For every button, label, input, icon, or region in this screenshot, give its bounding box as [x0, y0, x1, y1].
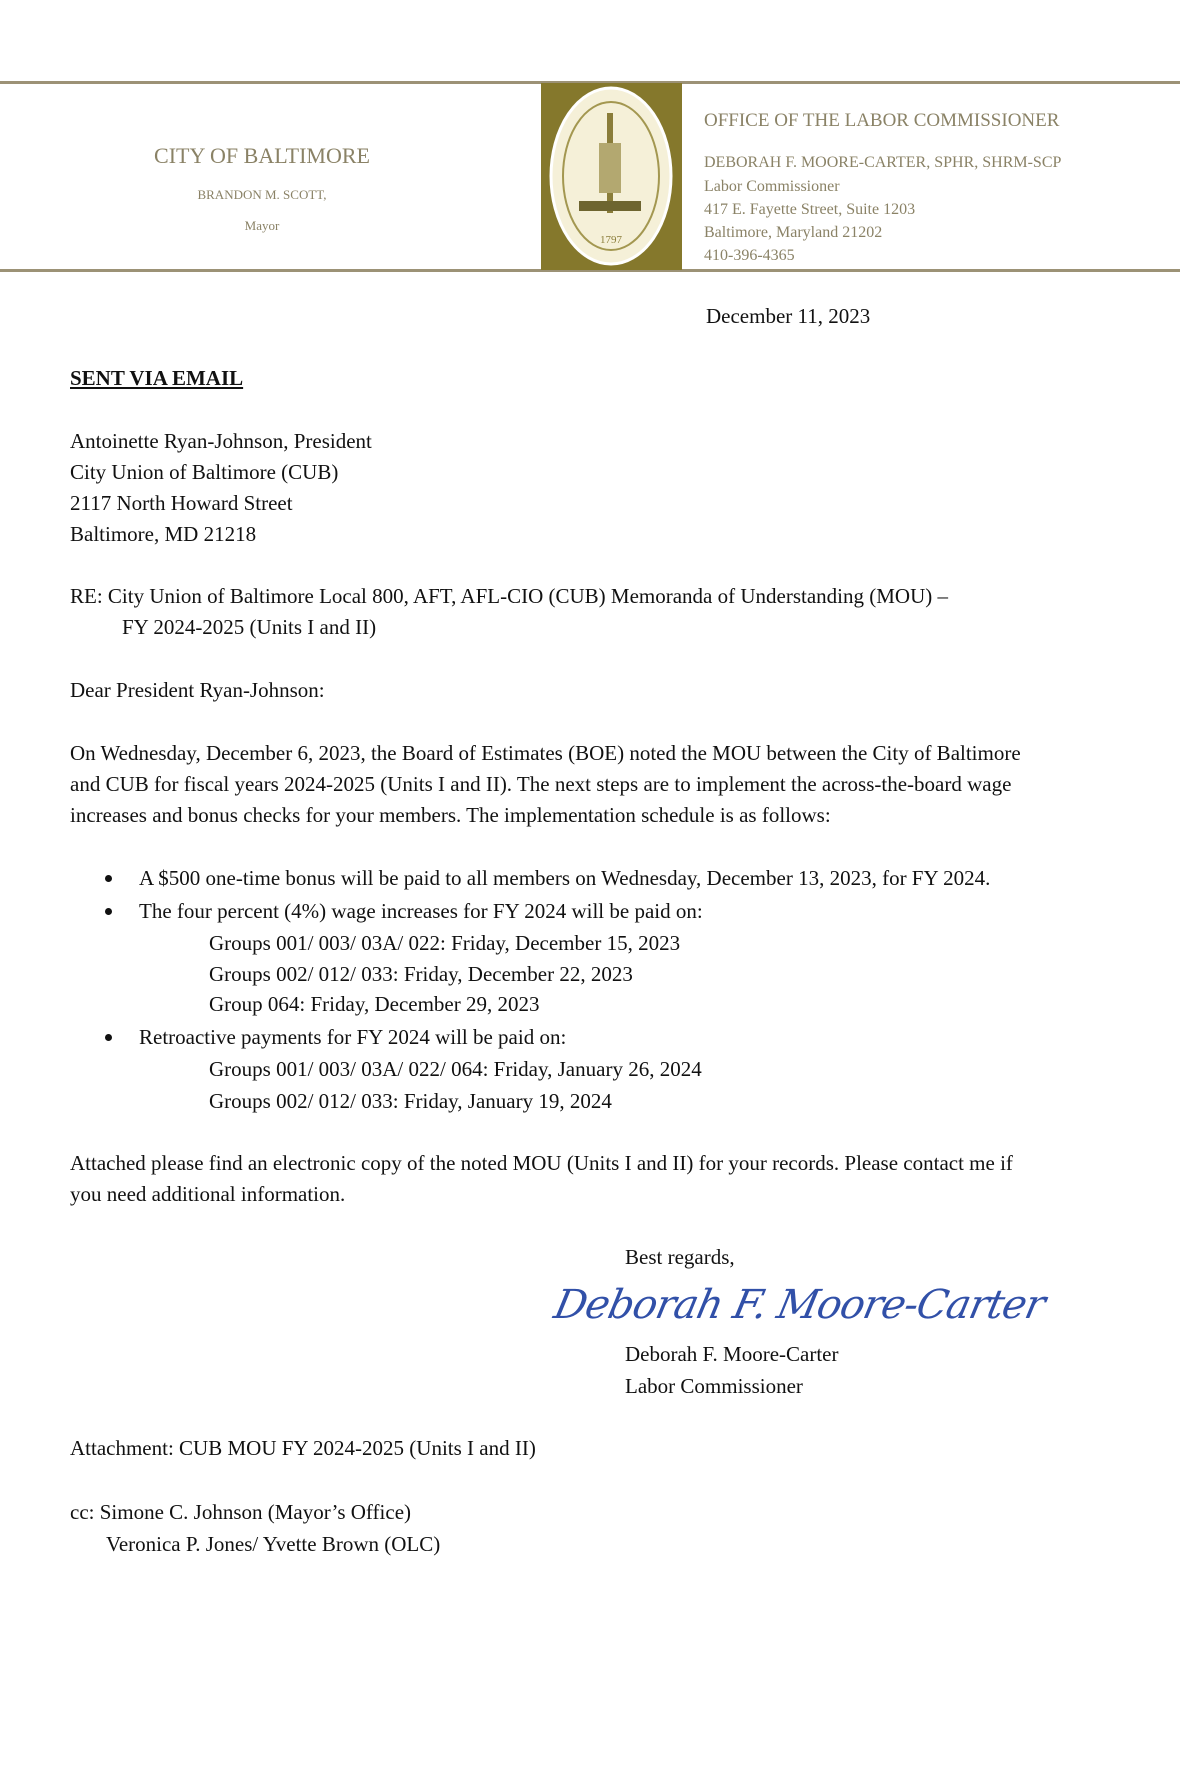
closing: Best regards, [625, 1245, 735, 1269]
paragraph-line: and CUB for fiscal years 2024-2025 (Units I and II). The next steps are to implement the across-the-board wage [70, 772, 1012, 796]
list-item: A $500 one-time bonus will be paid to all members on Wednesday, December 13, 2023, for FY 2024. [139, 866, 991, 890]
list-item: The four percent (4%) wage increases for FY 2024 will be paid on: [139, 899, 703, 923]
office-address-line1: 417 E. Fayette Street, Suite 1203 [704, 201, 916, 218]
svg-text:1797: 1797 [600, 234, 622, 246]
subject-line: RE: City Union of Baltimore Local 800, AFT, AFL-CIO (CUB) Memoranda of Understanding (MOU) – [70, 584, 949, 608]
recipient-line: Antoinette Ryan-Johnson, President [70, 429, 372, 453]
cc-line: Veronica P. Jones/ Yvette Brown (OLC) [106, 1532, 441, 1556]
subject-line-continued: FY 2024-2025 (Units I and II) [122, 615, 377, 639]
mayor-title: Mayor [244, 218, 280, 233]
delivery-method: SENT VIA EMAIL [70, 366, 244, 390]
cc-line: cc: Simone C. Johnson (Mayor’s Office) [70, 1500, 412, 1524]
mayor-name: BRANDON M. SCOTT, [197, 187, 327, 202]
sub-list-item: Groups 002/ 012/ 033: Friday, January 19, 2024 [209, 1089, 612, 1113]
paragraph-line: Attached please find an electronic copy of the noted MOU (Units I and II) for your records. Please contact me if [70, 1151, 1013, 1175]
sub-list-item: Groups 001/ 003/ 03A/ 022: Friday, December 15, 2023 [209, 931, 681, 955]
signer-name: Deborah F. Moore-Carter [625, 1342, 839, 1366]
seal-emblem-icon [541, 83, 682, 270]
office-address-line2: Baltimore, Maryland 21202 [704, 224, 883, 241]
salutation: Dear President Ryan-Johnson: [70, 678, 325, 702]
bullet-icon [105, 1034, 112, 1041]
list-item: Retroactive payments for FY 2024 will be paid on: [139, 1025, 567, 1049]
sub-list-item: Groups 002/ 012/ 033: Friday, December 22, 2023 [209, 962, 633, 986]
commissioner-name: DEBORAH F. MOORE-CARTER, SPHR, SHRM-SCP [704, 154, 1062, 171]
paragraph-line: increases and bonus checks for your members. The implementation schedule is as follows: [70, 803, 831, 827]
letter-date: December 11, 2023 [706, 304, 871, 328]
recipient-line: 2117 North Howard Street [70, 491, 293, 515]
bullet-icon [105, 908, 112, 915]
paragraph-line: On Wednesday, December 6, 2023, the Board of Estimates (BOE) noted the MOU between the City of Baltimore [70, 741, 1021, 765]
office-name: OFFICE OF THE LABOR COMMISSIONER [704, 110, 1060, 131]
recipient-line: Baltimore, MD 21218 [70, 522, 257, 546]
paragraph-line: you need additional information. [70, 1182, 346, 1206]
sub-list-item: Group 064: Friday, December 29, 2023 [209, 992, 540, 1016]
city-seal [541, 83, 682, 270]
signer-title: Labor Commissioner [625, 1374, 803, 1398]
recipient-line: City Union of Baltimore (CUB) [70, 460, 339, 484]
bullet-icon [105, 875, 112, 882]
sub-list-item: Groups 001/ 003/ 03A/ 022/ 064: Friday, January 26, 2024 [209, 1057, 702, 1081]
attachment-note: Attachment: CUB MOU FY 2024-2025 (Units I and II) [70, 1436, 536, 1460]
office-phone: 410-396-4365 [704, 247, 795, 264]
handwritten-signature: Deborah F. Moore-Carter [550, 1282, 1049, 1328]
city-name: CITY OF BALTIMORE [154, 143, 370, 168]
commissioner-title: Labor Commissioner [704, 178, 840, 195]
